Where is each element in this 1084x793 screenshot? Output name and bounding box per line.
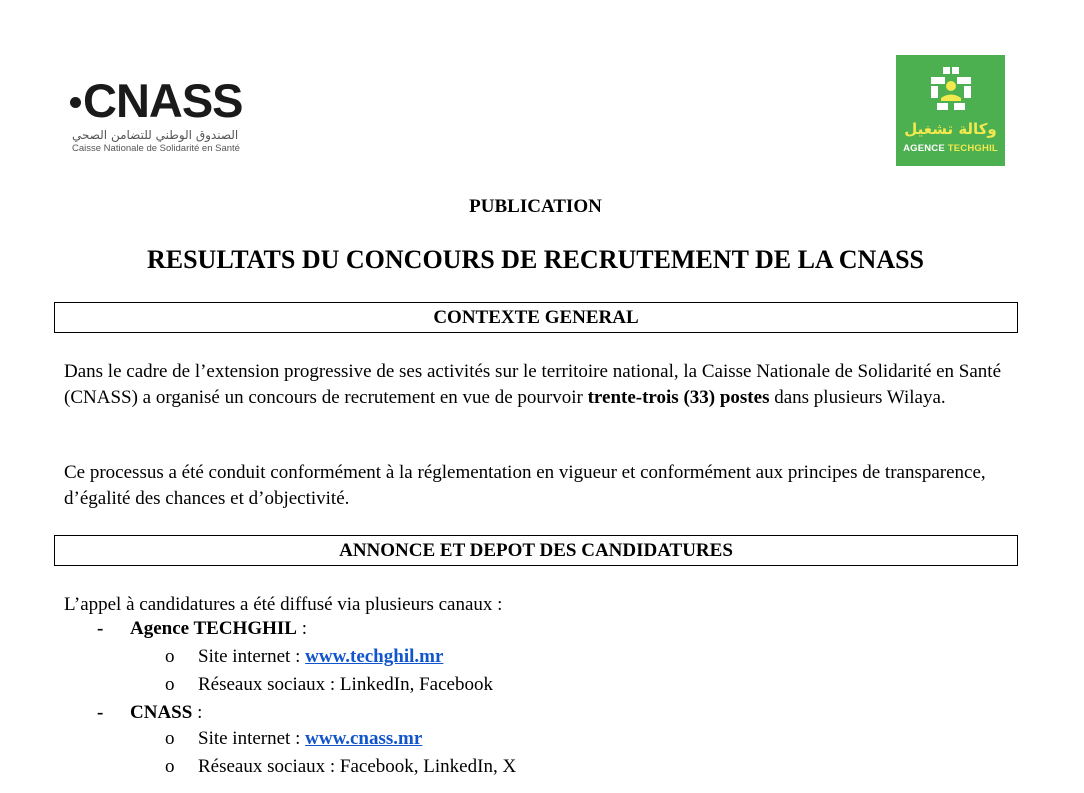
sub-bullet: o xyxy=(165,756,175,777)
sub-bullet: o xyxy=(165,728,175,749)
section-heading-annonce: ANNONCE ET DEPOT DES CANDIDATURES xyxy=(54,535,1018,566)
item-label: Site internet : xyxy=(198,646,306,667)
list-bullet: - xyxy=(97,618,104,639)
posts-count: trente-trois (33) postes xyxy=(587,387,770,408)
cnass-logo-wordmark: CNASS xyxy=(83,74,243,127)
cnass-website-link[interactable]: www.cnass.mr xyxy=(305,728,423,749)
cnass-logo xyxy=(70,74,290,168)
item-label: Réseaux sociaux : LinkedIn, Facebook xyxy=(198,674,493,695)
channel-suffix: : xyxy=(192,702,203,723)
channel-name: Agence TECHGHIL xyxy=(130,618,297,639)
techghil-figure-icon xyxy=(929,67,973,113)
section-heading-contexte: CONTEXTE GENERAL xyxy=(54,302,1018,333)
channel-name: CNASS xyxy=(130,702,193,723)
channel-suffix: : xyxy=(296,618,307,639)
contexte-paragraph-1 xyxy=(64,359,1014,411)
techghil-logo-prefix: AGENCE xyxy=(903,143,945,154)
techghil-website-link[interactable]: www.techghil.mr xyxy=(305,646,444,667)
sub-bullet: o xyxy=(165,646,175,667)
sub-bullet: o xyxy=(165,674,175,695)
contexte-text-end: dans plusieurs Wilaya. xyxy=(769,387,946,408)
annonce-intro: L’appel à candidatures a été diffusé via plusieurs canaux : xyxy=(64,594,503,615)
techghil-logo-name: TECHGHIL xyxy=(947,143,998,154)
document-title: RESULTATS DU CONCOURS DE RECRUTEMENT DE LA CNASS xyxy=(146,245,925,274)
contexte-paragraph-2: Ce processus a été conduit conformément à la réglementation en vigueur et conformément aux principes de transparence, d’égalité des chances et d’objectivité. xyxy=(64,462,986,509)
item-label: Réseaux sociaux : Facebook, LinkedIn, X xyxy=(198,756,517,777)
techghil-logo-french xyxy=(896,143,1005,155)
list-bullet: - xyxy=(97,702,104,723)
techghil-logo-arabic: وكالة تشغيل xyxy=(904,120,997,138)
publication-label: PUBLICATION xyxy=(469,196,602,217)
cnass-logo-french: Caisse Nationale de Solidarité en Santé xyxy=(72,143,240,154)
cnass-logo-arabic: الصندوق الوطني للتضامن الصحي xyxy=(72,128,239,142)
item-label: Site internet : xyxy=(198,728,306,749)
cnass-logo-dot xyxy=(70,97,81,108)
contexte-text: Dans le cadre de l’extension progressive de ses activités sur le territoire national, la Caisse Nationale de Solidarité en Santé (CNASS) a organisé un concours de recrutement en vue de pourvoir xyxy=(64,361,1002,408)
techghil-logo xyxy=(896,55,1005,166)
